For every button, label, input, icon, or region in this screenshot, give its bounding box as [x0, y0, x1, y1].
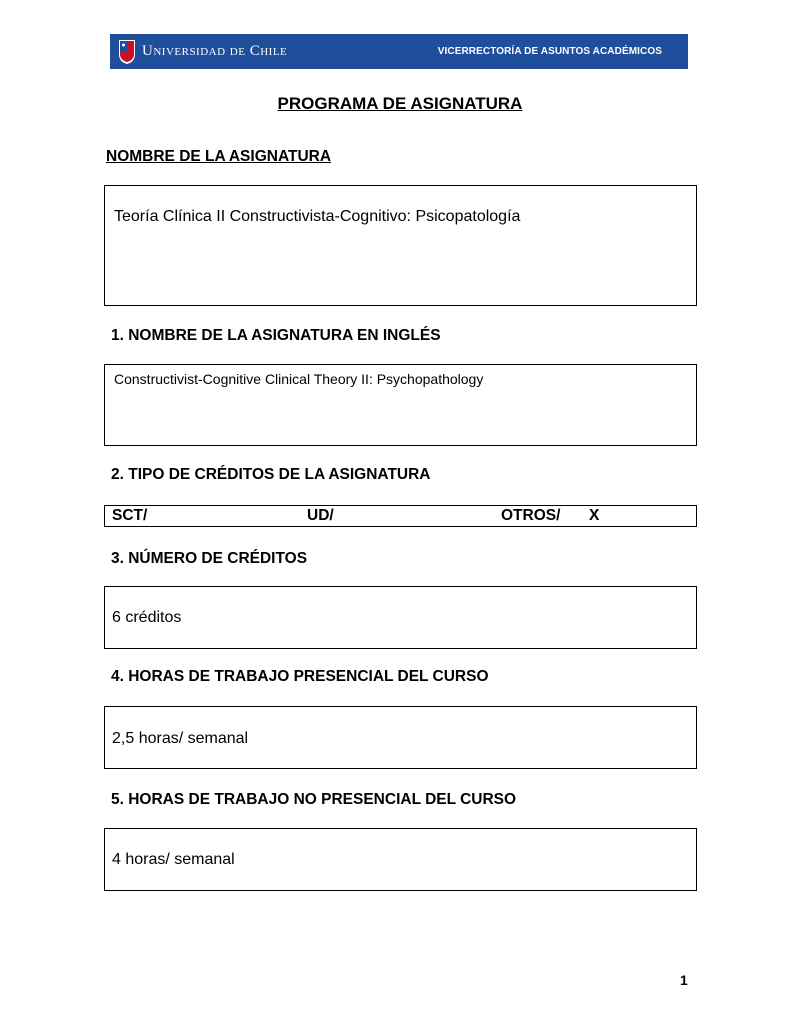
credits-value: 6 créditos — [112, 609, 182, 626]
credit-type-box — [104, 505, 697, 527]
credit-type-otros: OTROS/ — [501, 507, 561, 524]
section-heading-name: NOMBRE DE LA ASIGNATURA — [106, 148, 332, 165]
section-heading-credits: 3. NÚMERO DE CRÉDITOS — [111, 550, 308, 567]
section-heading-credit-type: 2. TIPO DE CRÉDITOS DE LA ASIGNATURA — [111, 466, 431, 483]
presential-hours-box — [104, 706, 697, 769]
credit-type-mark: X — [589, 507, 600, 524]
header-banner — [110, 34, 688, 69]
credits-box — [104, 586, 697, 649]
university-name: Universidad de Chile — [142, 43, 288, 59]
university-shield-icon — [118, 39, 136, 65]
section-heading-english: 1. NOMBRE DE LA ASIGNATURA EN INGLÉS — [111, 327, 441, 344]
presential-hours-value: 2,5 horas/ semanal — [112, 730, 249, 747]
credit-type-sct: SCT/ — [112, 507, 148, 524]
office-name: VICERRECTORÍA DE ASUNTOS ACADÉMICOS — [437, 46, 662, 57]
non-presential-hours-box — [104, 828, 697, 891]
page-number: 1 — [680, 972, 688, 988]
course-name-value: Teoría Clínica II Constructivista-Cognitivo: Psicopatología — [114, 208, 521, 225]
section-heading-presential-hours: 4. HORAS DE TRABAJO PRESENCIAL DEL CURSO — [111, 668, 489, 685]
english-name-box — [104, 364, 697, 446]
section-heading-non-presential-hours: 5. HORAS DE TRABAJO NO PRESENCIAL DEL CURSO — [111, 791, 517, 808]
course-name-box — [104, 185, 697, 306]
non-presential-hours-value: 4 horas/ semanal — [112, 851, 235, 868]
credit-type-ud: UD/ — [307, 507, 334, 524]
document-title: PROGRAMA DE ASIGNATURA — [277, 94, 523, 113]
english-name-value: Constructivist-Cognitive Clinical Theory II: Psychopathology — [114, 371, 484, 387]
